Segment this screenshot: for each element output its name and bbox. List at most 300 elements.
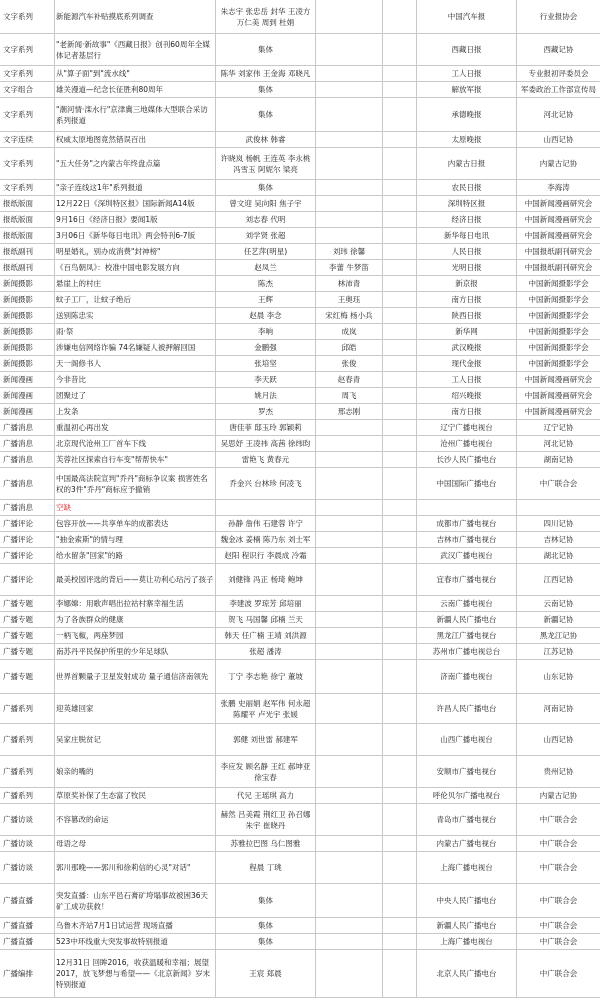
- title-cell: 给水留条"回家"的路: [55, 548, 216, 563]
- blank-cell: [383, 82, 417, 97]
- category-cell: 广播消息: [0, 452, 55, 467]
- title-cell: 南苏丹平民保护所里的少年足球队: [55, 644, 216, 659]
- editors-cell: 成岚: [316, 324, 383, 339]
- category-cell: 文字系列: [0, 0, 55, 33]
- table-row: [0, 132, 600, 148]
- recommender-cell: 中国新闻漫画研究会: [524, 231, 593, 240]
- recommender-cell: 中广联合会: [539, 863, 578, 872]
- editors-cell: [316, 82, 383, 97]
- organization-cell: 人民日报: [417, 244, 517, 259]
- title-cell: 世界首颗量子卫星发射成功 量子通信济南领先: [55, 660, 216, 693]
- category-cell: 广播评论: [0, 516, 55, 531]
- table-row: [0, 324, 600, 340]
- title-cell: 不容篡改的命运: [55, 804, 216, 835]
- table-row: [0, 836, 600, 852]
- editors-cell: [316, 564, 383, 595]
- title-cell: 空缺: [55, 500, 216, 515]
- table-row: [0, 612, 600, 628]
- organization-cell: 西藏日报: [417, 34, 517, 65]
- table-row: [0, 196, 600, 212]
- table-row: [0, 564, 600, 596]
- table-row: [0, 148, 600, 180]
- organization-cell: 解放军报: [417, 82, 517, 97]
- editors-cell: 李蕾 牛梦笛: [316, 260, 383, 275]
- authors-cell: 陈华 刘家伟 王金海 邓晓凡: [216, 66, 316, 81]
- recommender-cell: 江西记协: [543, 575, 574, 584]
- table-row: [0, 756, 600, 788]
- category-cell: 报纸版面: [0, 212, 55, 227]
- title-cell: 迎英雄回家: [55, 694, 216, 723]
- table-row: [0, 548, 600, 564]
- blank-cell: [383, 388, 417, 403]
- organization-cell: 中国汽车报: [417, 0, 517, 33]
- organization-cell: 绍兴晚报: [417, 388, 517, 403]
- recommender-cell: 中国报纸副刊研究会: [524, 247, 593, 256]
- category-cell: 文字连续: [0, 132, 55, 147]
- blank-cell: [383, 244, 417, 259]
- blank-cell: [383, 404, 417, 419]
- recommender-cell: 中广联合会: [539, 921, 578, 930]
- organization-cell: 经济日报: [417, 212, 517, 227]
- editors-cell: 宋红梅 杨小兵: [316, 308, 383, 323]
- recommender-cell: 江苏记协: [543, 647, 574, 656]
- recommender-cell: 云南记协: [543, 599, 574, 608]
- category-cell: 广播评论: [0, 548, 55, 563]
- title-cell: "亲子连线这1年"系列报道: [55, 180, 216, 195]
- blank-cell: [383, 756, 417, 787]
- category-cell: 报纸版面: [0, 228, 55, 243]
- blank-cell: [383, 804, 417, 835]
- organization-cell: 吉林市广播电视台: [417, 532, 517, 547]
- table-row: [0, 884, 600, 918]
- authors-cell: 李响: [216, 324, 316, 339]
- recommender-cell: 西藏记协: [543, 45, 574, 54]
- authors-cell: 集体: [216, 884, 316, 917]
- editors-cell: [316, 918, 383, 933]
- blank-cell: [383, 132, 417, 147]
- organization-cell: 安顺市广播电视台: [417, 756, 517, 787]
- editors-cell: [316, 98, 383, 131]
- blank-cell: [383, 34, 417, 65]
- authors-cell: 赵凤兰: [216, 260, 316, 275]
- editors-cell: [316, 34, 383, 65]
- blank-cell: [383, 612, 417, 627]
- authors-cell: 李建波 罗琼芳 邱培丽: [216, 596, 316, 611]
- blank-cell: [383, 212, 417, 227]
- organization-cell: 呼伦贝尔广播电视台: [417, 788, 517, 803]
- authors-cell: 许晓岚 杨帆 王连英 李永桃 冯雪玉 阿妮尔 梁亮: [216, 148, 316, 179]
- organization-cell: 农民日报: [417, 180, 517, 195]
- recommender-cell: 中国新闻漫画研究会: [524, 215, 593, 224]
- blank-cell: [383, 918, 417, 933]
- editors-cell: [316, 420, 383, 435]
- editors-cell: [316, 548, 383, 563]
- authors-cell: 集体: [216, 98, 316, 131]
- category-cell: 广播直播: [0, 884, 55, 917]
- organization-cell: 中央人民广播电台: [417, 884, 517, 917]
- table-row: [0, 404, 600, 420]
- authors-cell: 赫然 吕美霞 荆红卫 孙召娜 朱宇 崔晓丹: [216, 804, 316, 835]
- editors-cell: [316, 596, 383, 611]
- organization-cell: 太原晚报: [417, 132, 517, 147]
- editors-cell: 刘玮 徐馨: [316, 244, 383, 259]
- authors-cell: 刘志春 代明: [216, 212, 316, 227]
- recommender-cell: 行业报协会: [539, 12, 578, 21]
- blank-cell: [383, 420, 417, 435]
- authors-cell: 赵阳 程识行 李晨成 冷霜: [216, 548, 316, 563]
- title-cell: 明星婚礼，别办成消费"封神榜": [55, 244, 216, 259]
- category-cell: 文字系列: [0, 148, 55, 179]
- blank-cell: [383, 724, 417, 755]
- recommender-cell: 中国新闻摄影学会: [528, 343, 589, 352]
- editors-cell: [316, 628, 383, 643]
- authors-cell: 韩天 任广楠 王靖 刘洪源: [216, 628, 316, 643]
- organization-cell: 中国国际广播电台: [417, 468, 517, 499]
- table-row: [0, 436, 600, 452]
- authors-cell: 朱志宇 张忠岳 封华 王凌方 万仁美 周到 杜娟: [216, 0, 316, 33]
- title-cell: 郭川那晚——郭川和徐莉信的心灵"对话": [55, 852, 216, 883]
- editors-cell: [316, 694, 383, 723]
- editors-cell: [316, 228, 383, 243]
- blank-cell: [383, 532, 417, 547]
- blank-cell: [383, 340, 417, 355]
- recommender-cell: 山西记协: [543, 135, 574, 144]
- table-row: [0, 356, 600, 372]
- table-row: [0, 82, 600, 98]
- recommender-cell: 中广联合会: [539, 896, 578, 905]
- blank-cell: [383, 66, 417, 81]
- recommender-cell: 中国报纸副刊研究会: [524, 263, 593, 272]
- organization-cell: 云南广播电视台: [417, 596, 517, 611]
- authors-cell: 苏雅拉巴图 乌仁图雅: [216, 836, 316, 851]
- authors-cell: 张超 潘涛: [216, 644, 316, 659]
- recommender-cell: 河北记协: [543, 439, 574, 448]
- organization-cell: 济南广播电视台: [417, 660, 517, 693]
- authors-cell: 赵晨 李念: [216, 308, 316, 323]
- table-row: [0, 950, 600, 998]
- category-cell: 报纸副刊: [0, 260, 55, 275]
- title-cell: 重温初心再出发: [55, 420, 216, 435]
- title-cell: 12月31日 回眸2016，收获温暖和幸福；展望2017，放飞梦想与希望——《北京新闻》岁末特别报道: [55, 950, 216, 997]
- authors-cell: 吴思妤 王凌祎 高茜 徐纬昀: [216, 436, 316, 451]
- table-row: [0, 372, 600, 388]
- title-cell: 上发条: [55, 404, 216, 419]
- authors-cell: 张培坚: [216, 356, 316, 371]
- title-cell: 团聚过了: [55, 388, 216, 403]
- editors-cell: [316, 950, 383, 997]
- organization-cell: 上海广播电视台: [417, 934, 517, 949]
- authors-cell: 雷艳飞 黄春元: [216, 452, 316, 467]
- authors-cell: 张鹏 史丽娟 赵军伟 何永超 陈耀平 卢光宇 张媛: [216, 694, 316, 723]
- organization-cell: 现代金报: [417, 356, 517, 371]
- category-cell: 广播直播: [0, 934, 55, 949]
- category-cell: 广播访谈: [0, 804, 55, 835]
- title-cell: 新能源汽车补贴摸底系列调查: [55, 0, 216, 33]
- recommender-cell: 中国新闻漫画研究会: [524, 391, 593, 400]
- organization-cell: 新华网: [417, 324, 517, 339]
- organization-cell: 山西广播电视台: [417, 724, 517, 755]
- blank-cell: [383, 628, 417, 643]
- table-row: [0, 292, 600, 308]
- title-cell: 母语之母: [55, 836, 216, 851]
- table-row: [0, 644, 600, 660]
- recommender-cell: 中国新闻摄影学会: [528, 311, 589, 320]
- blank-cell: [383, 468, 417, 499]
- authors-cell: 丁宁 李志艳 徐宁 董坡: [216, 660, 316, 693]
- title-cell: 今非昔比: [55, 372, 216, 387]
- authors-cell: 集体: [216, 918, 316, 933]
- blank-cell: [383, 196, 417, 211]
- editors-cell: [316, 804, 383, 835]
- recommender-cell: 军委政治工作部宣传局: [521, 85, 596, 94]
- authors-cell: 代兄 王瑶琪 高力: [216, 788, 316, 803]
- editors-cell: [316, 468, 383, 499]
- authors-cell: 武俊林 韩睿: [216, 132, 316, 147]
- recommender-cell: 中国新闻漫画研究会: [524, 407, 593, 416]
- organization-cell: 南方日报: [417, 292, 517, 307]
- blank-cell: [383, 884, 417, 917]
- category-cell: 新闻漫画: [0, 388, 55, 403]
- organization-cell: 武汉晚报: [417, 340, 517, 355]
- title-cell: "潮河情·滦水行"京津冀三地媒体大型联合采访系列报道: [55, 98, 216, 131]
- blank-cell: [383, 500, 417, 515]
- organization-cell: 新疆人民广播电台: [417, 612, 517, 627]
- table-row: [0, 532, 600, 548]
- category-cell: 广播消息: [0, 436, 55, 451]
- recommender-cell: 贵州记协: [543, 767, 574, 776]
- editors-cell: [316, 436, 383, 451]
- recommender-cell: 黑龙江记协: [539, 631, 578, 640]
- recommender-cell: 李海涛: [547, 183, 570, 192]
- blank-cell: [383, 436, 417, 451]
- table-row: [0, 694, 600, 724]
- table-row: [0, 388, 600, 404]
- category-cell: 广播专题: [0, 596, 55, 611]
- authors-cell: 李应发 顾名静 王红 郝坤亚 徐宝春: [216, 756, 316, 787]
- editors-cell: [316, 756, 383, 787]
- blank-cell: [383, 308, 417, 323]
- organization-cell: 内蒙古广播电视台: [417, 836, 517, 851]
- editors-cell: [316, 516, 383, 531]
- authors-cell: 唐佳菲 邸玉玲 郭颖莉: [216, 420, 316, 435]
- recommender-cell: 辽宁记协: [543, 423, 574, 432]
- editors-cell: [316, 132, 383, 147]
- authors-cell: 集体: [216, 82, 316, 97]
- editors-cell: [316, 66, 383, 81]
- authors-cell: [216, 500, 316, 515]
- title-cell: 悬崖上的村庄: [55, 276, 216, 291]
- category-cell: 新闻摄影: [0, 276, 55, 291]
- category-cell: 文字组合: [0, 82, 55, 97]
- table-row: [0, 852, 600, 884]
- table-row: [0, 308, 600, 324]
- authors-cell: 王宸 郑晨: [216, 950, 316, 997]
- title-cell: 一柄飞椒，两座梦园: [55, 628, 216, 643]
- blank-cell: [383, 98, 417, 131]
- authors-cell: 李天跃: [216, 372, 316, 387]
- title-cell: 中国最高法院宣判"乔丹"商标争议案 损害姓名权的3件"乔丹"商标应予撤销: [55, 468, 216, 499]
- blank-cell: [383, 276, 417, 291]
- title-cell: 雄关漫道—纪念长征胜利80周年: [55, 82, 216, 97]
- category-cell: 文字系列: [0, 180, 55, 195]
- title-cell: "五大任务"之内蒙古年终盘点篇: [55, 148, 216, 179]
- title-cell: 最美校园评选的背后——莫让功利心玷污了孩子: [55, 564, 216, 595]
- recommender-cell: 中国新闻漫画研究会: [524, 375, 593, 384]
- authors-cell: 任艺萍(明星): [216, 244, 316, 259]
- organization-cell: 许昌人民广播电台: [417, 694, 517, 723]
- blank-cell: [383, 0, 417, 33]
- organization-cell: 工人日报: [417, 372, 517, 387]
- table-row: [0, 918, 600, 934]
- category-cell: 文字系列: [0, 98, 55, 131]
- editors-cell: 周飞: [316, 388, 383, 403]
- title-cell: "抽金索斯"的情与理: [55, 532, 216, 547]
- organization-cell: 承德晚报: [417, 98, 517, 131]
- editors-cell: 邱皓: [316, 340, 383, 355]
- recommender-cell: 中广联合会: [539, 937, 578, 946]
- authors-cell: 郭健 刘世雷 郝建军: [216, 724, 316, 755]
- category-cell: 报纸版面: [0, 196, 55, 211]
- title-cell: 草原奖补保了生态富了牧民: [55, 788, 216, 803]
- organization-cell: [417, 500, 517, 515]
- table-row: [0, 468, 600, 500]
- blank-cell: [383, 148, 417, 179]
- recommender-cell: 内蒙古记协: [539, 791, 578, 800]
- recommender-cell: 内蒙古记协: [539, 159, 578, 168]
- authors-cell: 罗杰: [216, 404, 316, 419]
- authors-cell: 孙静 詹伟 石建蓉 许宁: [216, 516, 316, 531]
- blank-cell: [383, 516, 417, 531]
- recommender-cell: 中国新闻漫画研究会: [524, 199, 593, 208]
- category-cell: 广播访谈: [0, 836, 55, 851]
- table-row: [0, 660, 600, 694]
- blank-cell: [383, 180, 417, 195]
- organization-cell: 长沙人民广播电台: [417, 452, 517, 467]
- organization-cell: 深圳特区报: [417, 196, 517, 211]
- category-cell: 广播评论: [0, 564, 55, 595]
- title-cell: 3月06日《新华每日电讯》两会特刊6-7版: [55, 228, 216, 243]
- editors-cell: 赵春青: [316, 372, 383, 387]
- table-row: [0, 500, 600, 516]
- category-cell: 广播系列: [0, 756, 55, 787]
- title-cell: 北京现代沧州工厂首车下线: [55, 436, 216, 451]
- editors-cell: [316, 452, 383, 467]
- organization-cell: 陕西日报: [417, 308, 517, 323]
- category-cell: 广播消息: [0, 420, 55, 435]
- table-row: [0, 98, 600, 132]
- recommender-cell: 湖北记协: [543, 551, 574, 560]
- title-cell: 权威太原地图竟然错误百出: [55, 132, 216, 147]
- blank-cell: [383, 356, 417, 371]
- table-row: [0, 212, 600, 228]
- category-cell: 文字系列: [0, 34, 55, 65]
- recommender-cell: 中广联合会: [539, 815, 578, 824]
- recommender-cell: 中广联合会: [539, 969, 578, 978]
- editors-cell: 邢志刚: [316, 404, 383, 419]
- table-row: [0, 180, 600, 196]
- category-cell: 广播系列: [0, 694, 55, 723]
- category-cell: 广播编排: [0, 950, 55, 997]
- authors-cell: 程晨 丁珧: [216, 852, 316, 883]
- table-row: [0, 260, 600, 276]
- recommender-cell: 四川记协: [543, 519, 574, 528]
- organization-cell: 光明日报: [417, 260, 517, 275]
- authors-cell: 乔金兴 台林珍 何凌飞: [216, 468, 316, 499]
- category-cell: 广播专题: [0, 612, 55, 627]
- recommender-cell: 中国新闻摄影学会: [528, 295, 589, 304]
- blank-cell: [383, 950, 417, 997]
- category-cell: 文字系列: [0, 66, 55, 81]
- blank-cell: [383, 788, 417, 803]
- recommender-cell: 专业报初评委员会: [528, 69, 589, 78]
- authors-cell: 姚月法: [216, 388, 316, 403]
- editors-cell: [316, 212, 383, 227]
- recommender-cell: 山西记协: [543, 735, 574, 744]
- editors-cell: [316, 0, 383, 33]
- recommender-cell: 中国新闻摄影学会: [528, 327, 589, 336]
- editors-cell: [316, 196, 383, 211]
- table-row: [0, 628, 600, 644]
- blank-cell: [383, 260, 417, 275]
- recommender-cell: 湖南记协: [543, 455, 574, 464]
- category-cell: 广播消息: [0, 468, 55, 499]
- title-cell: 乌鲁木齐站7月1日试运营 现场直播: [55, 918, 216, 933]
- blank-cell: [383, 292, 417, 307]
- table-row: [0, 0, 600, 34]
- table-row: [0, 340, 600, 356]
- recommender-cell: 河北记协: [543, 110, 574, 119]
- authors-cell: 王辉: [216, 292, 316, 307]
- blank-cell: [383, 228, 417, 243]
- title-cell: 12月22日《深圳特区报》国际新闻A14版: [55, 196, 216, 211]
- recommender-cell: 中广联合会: [539, 479, 578, 488]
- blank-cell: [383, 694, 417, 723]
- blank-cell: [383, 596, 417, 611]
- organization-cell: 武汉广播电视台: [417, 548, 517, 563]
- editors-cell: [316, 660, 383, 693]
- editors-cell: [316, 724, 383, 755]
- organization-cell: 工人日报: [417, 66, 517, 81]
- editors-cell: [316, 884, 383, 917]
- editors-cell: [316, 852, 383, 883]
- organization-cell: 辽宁广播电视台: [417, 420, 517, 435]
- organization-cell: 新华每日电讯: [417, 228, 517, 243]
- editors-cell: 王奥珏: [316, 292, 383, 307]
- table-row: [0, 66, 600, 82]
- table-row: [0, 724, 600, 756]
- recommender-cell: 中国新闻摄影学会: [528, 359, 589, 368]
- table-row: [0, 516, 600, 532]
- table-row: [0, 276, 600, 292]
- category-cell: 广播直播: [0, 918, 55, 933]
- blank-cell: [383, 934, 417, 949]
- blank-cell: [383, 660, 417, 693]
- title-cell: 为了各族群众的健康: [55, 612, 216, 627]
- recommender-cell: [517, 500, 600, 515]
- table-row: [0, 452, 600, 468]
- blank-cell: [383, 564, 417, 595]
- category-cell: 新闻漫画: [0, 404, 55, 419]
- blank-cell: [383, 548, 417, 563]
- category-cell: 新闻摄影: [0, 324, 55, 339]
- category-cell: 广播系列: [0, 788, 55, 803]
- authors-cell: 贺飞 马国馨 邱楠 兰天: [216, 612, 316, 627]
- table-row: [0, 788, 600, 804]
- authors-cell: 曾文迎 吴向阳 焦子宇: [216, 196, 316, 211]
- table-row: [0, 420, 600, 436]
- editors-cell: [316, 934, 383, 949]
- organization-cell: 黑龙江广播电视台: [417, 628, 517, 643]
